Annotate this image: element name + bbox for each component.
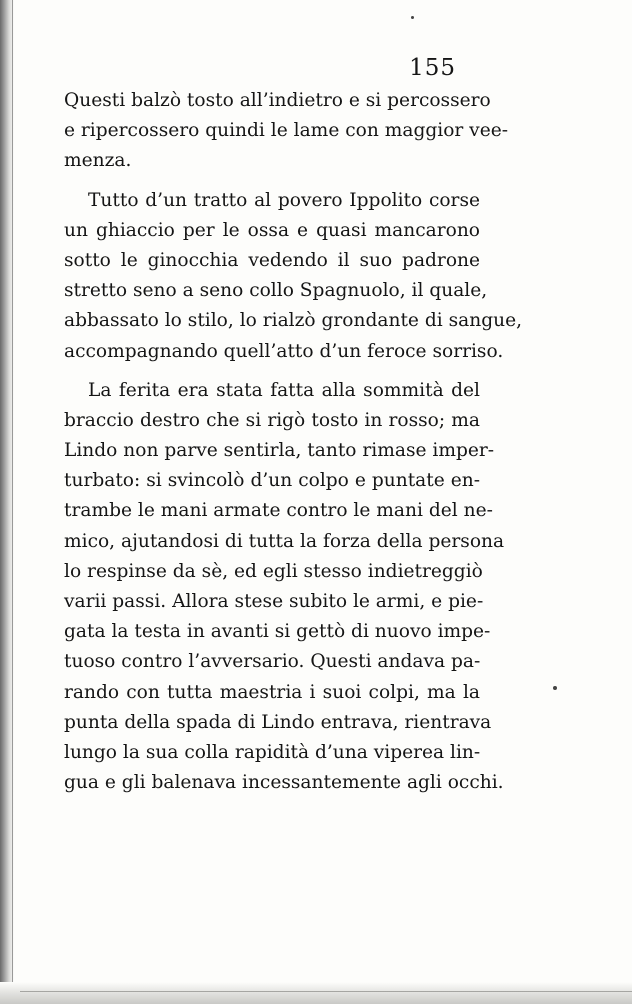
paper-speck <box>411 16 414 19</box>
text-line: rando con tutta maestria i suoi colpi, ma la <box>64 681 480 703</box>
text-line: sotto le ginocchia vedendo il suo padrone <box>64 249 480 271</box>
text-line: lo respinse da sè, ed egli stesso indietreggiò <box>64 560 483 582</box>
text-line: gata la testa in avanti si gettò di nuovo impe- <box>64 621 491 643</box>
text-line: e ripercossero quindi le lame con maggior vee- <box>64 120 508 142</box>
text-line: accompagnando quell’atto d’un feroce sorriso. <box>64 340 504 362</box>
paragraph <box>64 86 508 177</box>
scan-bottom-edge <box>0 982 632 1004</box>
text-line: punta della spada di Lindo entrava, rientrava <box>64 711 492 733</box>
text-line: menza. <box>64 150 132 172</box>
paragraph <box>64 376 505 799</box>
paper-speck <box>553 686 557 690</box>
text-line: varii passi. Allora stese subito le armi, e pie- <box>64 591 484 612</box>
text-line: La ferita era stata fatta alla sommità del <box>88 379 480 401</box>
scan-left-edge-line <box>12 0 13 1004</box>
page-number: 155 <box>409 55 456 81</box>
text-line: gua e gli balenava incessantemente agli occhi. <box>64 772 504 794</box>
text-line: lungo la sua colla rapidità d’una viperea lin- <box>64 741 481 763</box>
text-line: mico, ajutandosi di tutta la forza della persona <box>64 530 505 552</box>
text-line: un ghiaccio per le ossa e quasi mancarono <box>64 219 480 241</box>
text-line: braccio destro che si rigò tosto in rosso; ma <box>64 409 480 431</box>
paragraph <box>64 186 522 367</box>
text-line: Tutto d’un tratto al povero Ippolito corse <box>88 189 480 211</box>
text-line: trambe le mani armate contro le mani del ne- <box>64 500 493 522</box>
scan-bottom-line <box>20 991 632 992</box>
text-line: turbato: si svincolò d’un colpo e puntate en- <box>64 470 480 492</box>
text-line: stretto seno a seno collo Spagnuolo, il quale, <box>64 280 488 302</box>
text-line: Questi balzò tosto all’indietro e si percossero <box>64 90 491 111</box>
text-line: abbassato lo stilo, lo rialzò grondante di sangue, <box>64 310 522 332</box>
text-line: Lindo non parve sentirla, tanto rimase imper- <box>64 440 495 462</box>
body-text <box>64 86 522 798</box>
text-line: tuoso contro l’avversario. Questi andava pa- <box>64 651 481 673</box>
